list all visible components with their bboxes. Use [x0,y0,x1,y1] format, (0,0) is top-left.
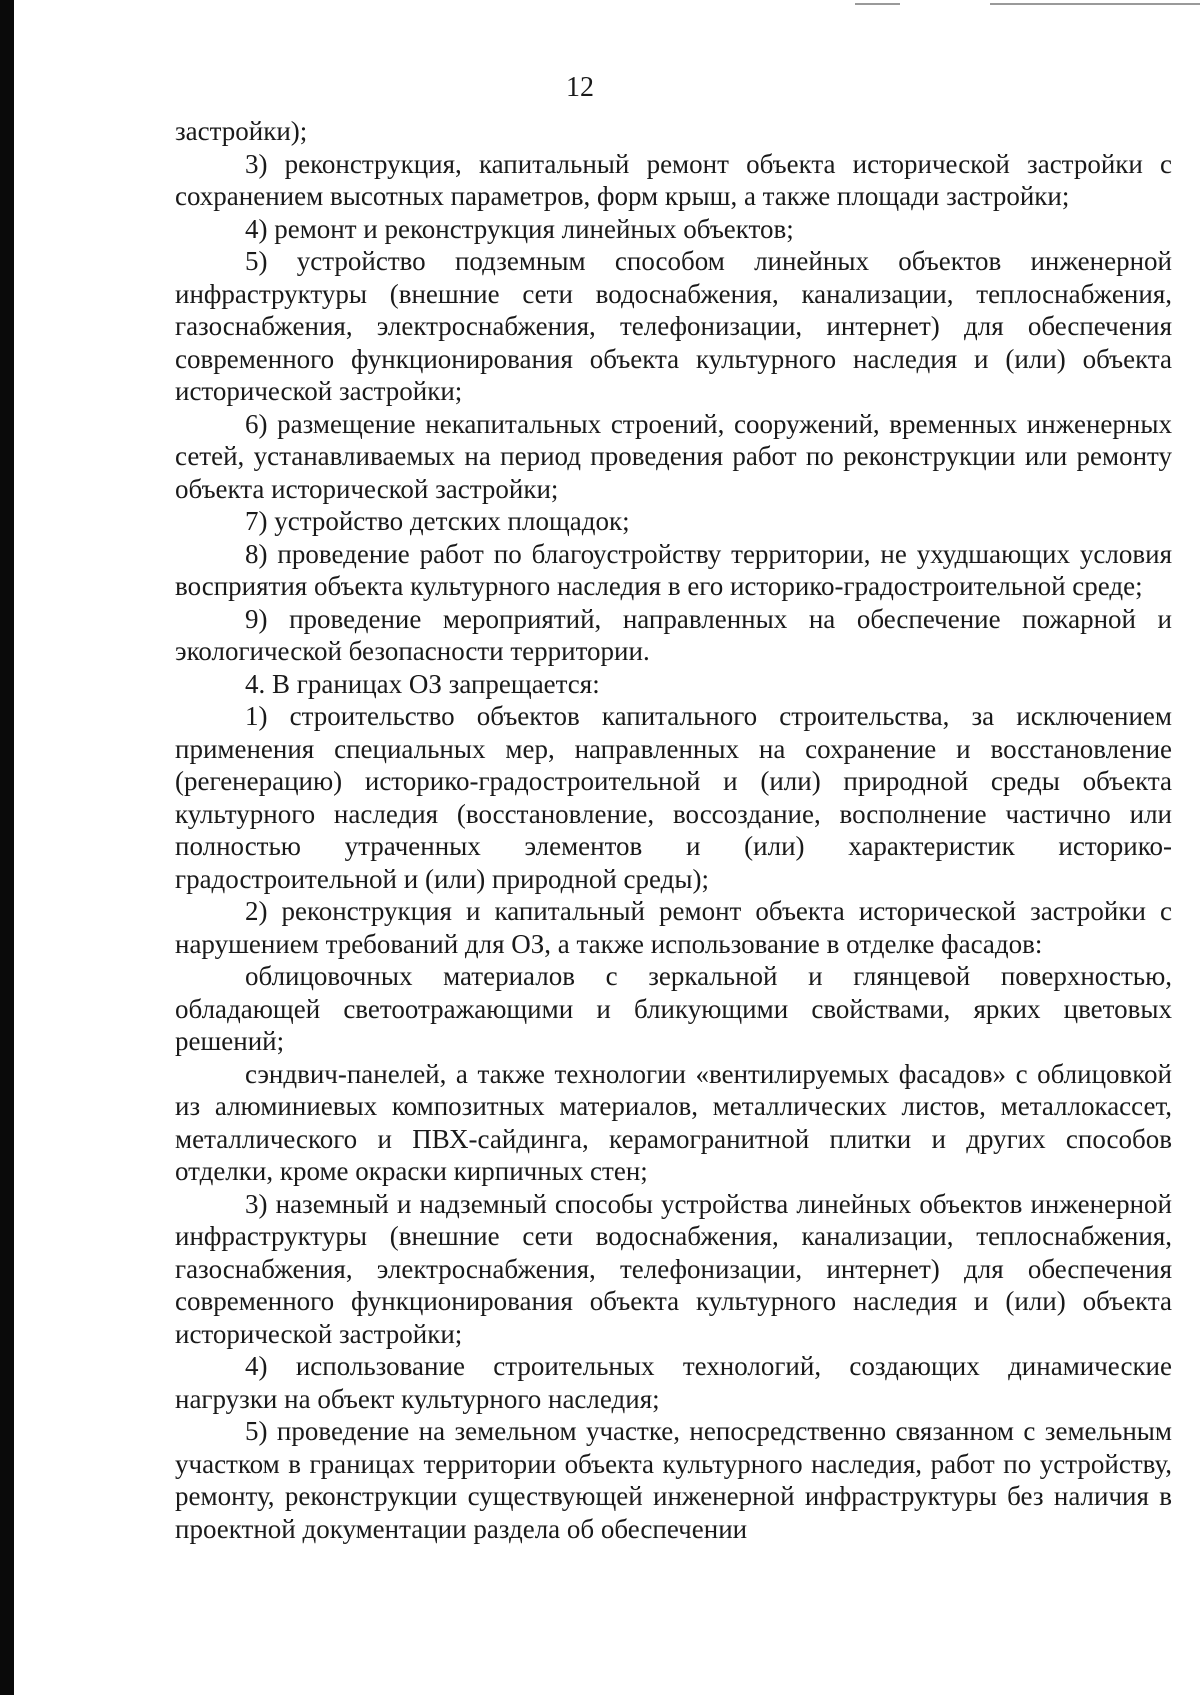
paragraph: 2) реконструкция и капитальный ремонт объекта исторической застройки с нарушением требований для ОЗ, а также использование в отделке фасадов: [175,896,1172,959]
paragraph: 3) реконструкция, капитальный ремонт объекта исторической застройки с сохранением высотных параметров, форм крыш, а также площади застройки; [175,148,1172,211]
scan-top-mark [855,3,900,5]
page-number: 12 [566,72,594,103]
paragraph: застройки); [175,116,308,146]
paragraph: 6) размещение некапитальных строений, сооружений, временных инженерных сетей, устанавливаемых на период проведения работ по реконструкции или ремонту объекта исторической застройки; [175,408,1172,504]
paragraph: 5) устройство подземным способом линейных объектов инженерной инфраструктуры (внешние сети водоснабжения, канализации, теплоснабжения, газоснабжения, электроснабжения, телефонизации, интернет) для обеспечения современного функционирования объекта культурного наследия и (или) объекта исторической застройки; [175,246,1172,406]
document-body [175,115,1172,1545]
scan-left-edge [0,0,14,1695]
paragraph: 7) устройство детских площадок; [245,506,630,536]
paragraph: 4. В границах ОЗ запрещается: [245,668,600,699]
paragraph: 5) проведение на земельном участке, непосредственно связанном с земельным участком в границах территории объекта культурного наследия, работ по устройству, ремонту, реконструкции существующей инженерной инфраструктуры без наличия в проектной документации раздела об обеспечении [175,1416,1172,1544]
paragraph: сэндвич-панелей, а также технологии «вентилируемых фасадов» с облицовкой из алюминиевых композитных материалов, металлических листов, металлокассет, металлического и ПВХ-сайдинга, керамогранитной плитки и других способов отделки, кроме окраски кирпичных стен; [175,1058,1172,1186]
paragraph: 9) проведение мероприятий, направленных на обеспечение пожарной и экологической безопасности территории. [175,603,1172,666]
paragraph: 3) наземный и надземный способы устройства линейных объектов инженерной инфраструктуры (внешние сети водоснабжения, канализации, теплоснабжения, газоснабжения, электроснабжения, телефонизации, интернет) для обеспечения современного функционирования объекта культурного наследия и (или) объекта исторической застройки; [175,1188,1172,1349]
scan-top-mark [990,3,1200,5]
paragraph: 1) строительство объектов капитального строительства, за исключением применения специальных мер, направленных на сохранение и восстановление (регенерацию) историко-градостроительной и (или) природной среды объекта культурного наследия (восстановление, воссоздание, восполнение частично или полностью утраченных элементов и (или) характеристик историко-градостроительной и (или) природной среды); [175,701,1172,894]
paragraph: облицовочных материалов с зеркальной и глянцевой поверхностью, обладающей светоотражающими и бликующими свойствами, ярких цветовых решений; [175,961,1172,1056]
paragraph: 4) использование строительных технологий, создающих динамические нагрузки на объект культурного наследия; [175,1351,1172,1414]
paragraph: 8) проведение работ по благоустройству территории, не ухудшающих условия восприятия объекта культурного наследия в его историко-градостроительной среде; [175,538,1172,601]
paragraph: 4) ремонт и реконструкция линейных объектов; [245,213,794,244]
